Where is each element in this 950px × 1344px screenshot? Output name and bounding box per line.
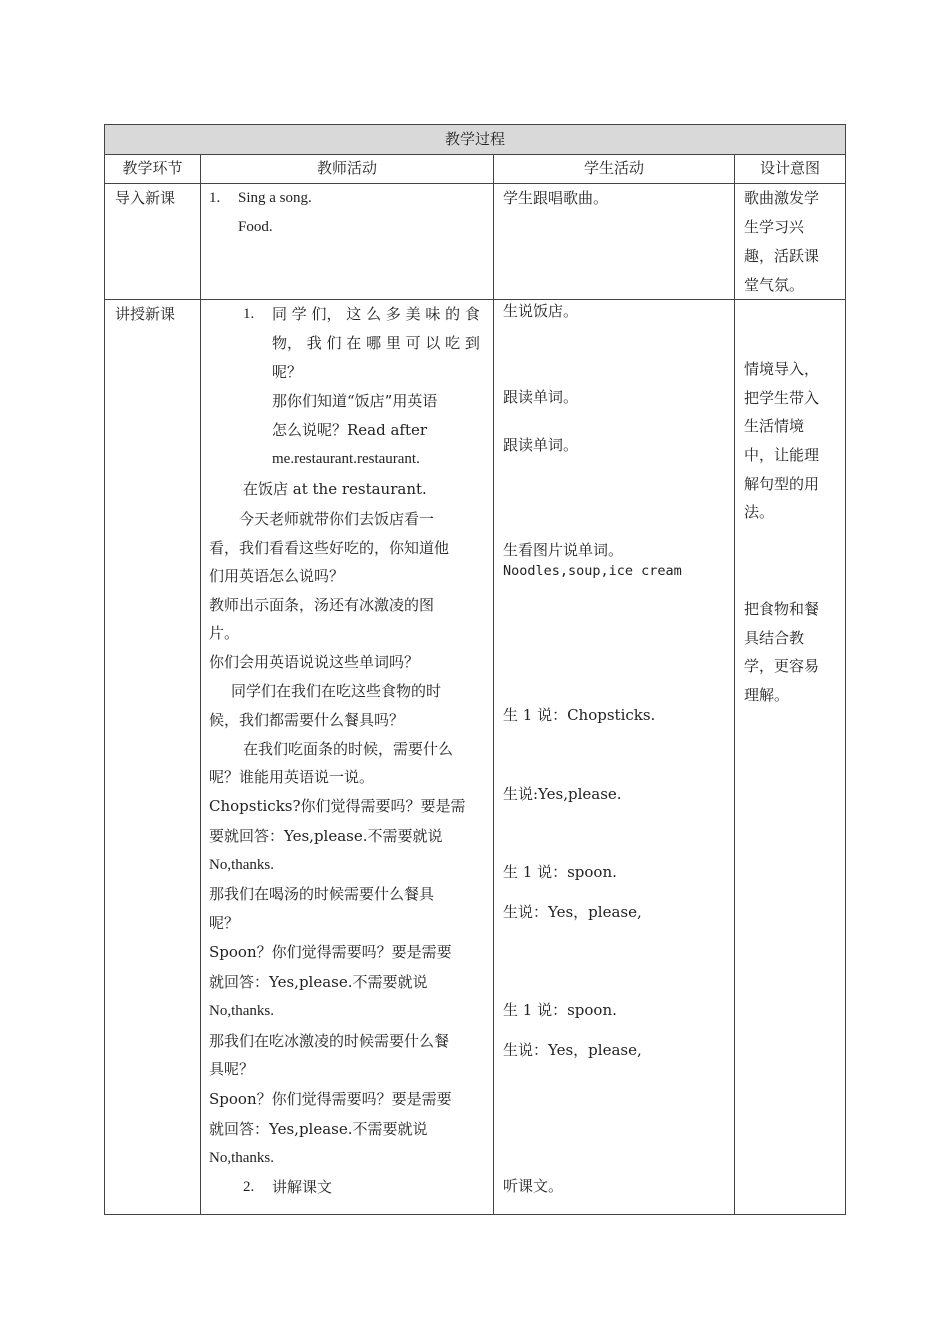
intent-line: 具结合教 <box>744 629 805 647</box>
intent-line: 生活情境 <box>744 417 805 435</box>
teacher-line: 同学们在我们在吃这些食物的时 <box>231 682 442 700</box>
stage-teach: 讲授新课 <box>115 305 176 323</box>
teacher-line: No,thanks. <box>209 1150 274 1166</box>
teacher-line: 今天老师就带你们去饭店看一 <box>239 510 435 528</box>
student-line: 生看图片说单词。 <box>503 541 624 559</box>
teacher-line: 候，我们都需要什么餐具吗？ <box>209 711 405 729</box>
student-intro: 学生跟唱歌曲。 <box>503 189 609 207</box>
intent-line: 法。 <box>744 503 775 521</box>
teacher-line: 讲解课文 <box>272 1178 333 1196</box>
student-line: Noodles,soup,ice cream <box>503 563 682 579</box>
teacher-line: No,thanks. <box>209 1003 274 1019</box>
teacher-line: Spoon？你们觉得需要吗？要是需要 <box>209 1090 452 1108</box>
teacher-line: 就回答：Yes,please.不需要就说 <box>209 973 428 991</box>
student-line: 生说饭店。 <box>503 302 579 320</box>
student-line: 听课文。 <box>503 1177 564 1195</box>
intent-intro-line: 生学习兴 <box>744 218 805 236</box>
intent-line: 情境导入， <box>744 360 820 378</box>
teacher-line: 要就回答：Yes,please.不需要就说 <box>209 827 443 845</box>
teacher-line: 同 学 们， 这 么 多 美 味 的 食 <box>272 305 480 323</box>
col-divider <box>200 154 201 1214</box>
list-number: 1. <box>243 306 255 322</box>
header-intent: 设计意图 <box>759 159 820 177</box>
table-title: 教学过程 <box>444 130 505 148</box>
teacher-line: 在饭店 at the restaurant. <box>243 480 427 498</box>
header-student: 学生活动 <box>583 159 644 177</box>
header-stage: 教学环节 <box>122 159 183 177</box>
list-number: 1. <box>209 190 221 206</box>
student-line: 生 1 说：Chopsticks. <box>503 706 656 724</box>
teacher-line: 具呢？ <box>209 1060 255 1078</box>
intent-line: 中，让能理 <box>744 446 820 464</box>
student-line: 生 1 说：spoon. <box>503 863 617 881</box>
teacher-line: 那你们知道“饭店”用英语 <box>272 392 438 410</box>
teacher-line: 那我们在喝汤的时候需要什么餐具 <box>209 885 435 903</box>
student-line: 跟读单词。 <box>503 436 579 454</box>
teacher-intro-line: Sing a song. <box>238 190 312 206</box>
teacher-line: 怎么说呢？Read after <box>272 421 428 439</box>
col-divider <box>734 154 735 1214</box>
teacher-line: 呢？ <box>272 363 303 381</box>
teacher-line: 那我们在吃冰激凌的时候需要什么餐 <box>209 1032 450 1050</box>
teacher-intro-line: Food. <box>238 219 273 235</box>
intent-intro-line: 堂气氛。 <box>744 276 805 294</box>
teacher-line: me.restaurant.restaurant. <box>272 451 420 467</box>
intent-line: 把学生带入 <box>744 389 820 407</box>
stage-intro: 导入新课 <box>115 189 176 207</box>
teacher-line: No,thanks. <box>209 857 274 873</box>
teacher-line: 呢？谁能用英语说一说。 <box>209 768 375 786</box>
teacher-line: 看，我们看看这些好吃的，你知道他 <box>209 539 450 557</box>
teacher-line: Spoon？你们觉得需要吗？要是需要 <box>209 943 452 961</box>
teaching-process-table <box>104 124 846 1215</box>
student-line: 生 1 说：spoon. <box>503 1001 617 1019</box>
student-line: 生说:Yes,please. <box>503 785 622 803</box>
intent-line: 把食物和餐 <box>744 600 820 618</box>
teacher-line: 们用英语怎么说吗？ <box>209 567 345 585</box>
teacher-line: Chopsticks?你们觉得需要吗？要是需 <box>209 797 466 815</box>
student-line: 生说：Yes，please, <box>503 903 642 921</box>
list-number: 2. <box>243 1179 255 1195</box>
student-line: 生说：Yes，please, <box>503 1041 642 1059</box>
intent-line: 学，更容易 <box>744 657 820 675</box>
teacher-line: 教师出示面条，汤还有冰激凌的图 <box>209 596 435 614</box>
student-line: 跟读单词。 <box>503 388 579 406</box>
header-teacher: 教师活动 <box>316 159 377 177</box>
teacher-line: 就回答：Yes,please.不需要就说 <box>209 1120 428 1138</box>
teacher-line: 在我们吃面条的时候，需要什么 <box>243 740 454 758</box>
col-divider <box>493 154 494 1214</box>
intent-line: 理解。 <box>744 686 790 704</box>
intent-intro-line: 歌曲激发学 <box>744 189 820 207</box>
intent-line: 解句型的用 <box>744 475 820 493</box>
intent-intro-line: 趣，活跃课 <box>744 247 820 265</box>
teacher-line: 片。 <box>209 624 240 642</box>
teacher-line: 你们会用英语说说这些单词吗？ <box>209 653 420 671</box>
teacher-line: 呢？ <box>209 914 240 932</box>
teacher-line: 物， 我 们 在 哪 里 可 以 吃 到 <box>272 334 480 352</box>
